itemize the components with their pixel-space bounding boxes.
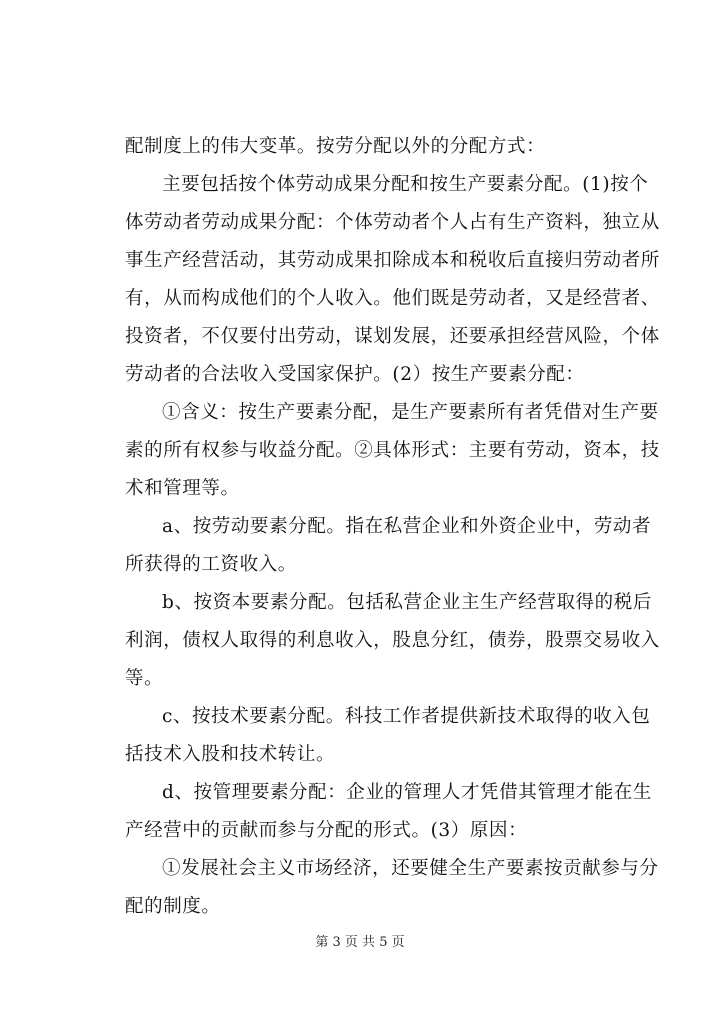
text-line: 所获得的工资收入。 bbox=[125, 554, 297, 575]
paragraph-start-line: ①发展社会主义市场经济，还要健全生产要素按贡献参与分 bbox=[162, 858, 659, 879]
text-line: 配的制度。 bbox=[125, 896, 221, 917]
text-line: 术和管理等。 bbox=[125, 478, 240, 499]
text-line: 括技术入股和技术转让。 bbox=[125, 744, 336, 765]
text-line: 事生产经营活动，其劳动成果扣除成本和税收后直接归劳动者所 bbox=[125, 250, 660, 271]
text-line: 等。 bbox=[125, 668, 164, 689]
text-line: 劳动者的合法收入受国家保护。(2）按生产要素分配： bbox=[125, 364, 585, 385]
paragraph-start-line: b、按资本要素分配。包括私营企业主生产经营取得的税后 bbox=[162, 592, 652, 613]
paragraph-start-line: ①含义：按生产要素分配，是生产要素所有者凭借对生产要 bbox=[162, 402, 659, 423]
paragraph-start-line: c、按技术要素分配。科技工作者提供新技术取得的收入包 bbox=[162, 706, 651, 727]
page-number-footer: 第 3 页 共 5 页 bbox=[315, 935, 405, 950]
paragraph-start-line: 主要包括按个体劳动成果分配和按生产要素分配。(1)按个 bbox=[162, 174, 649, 195]
text-line: 利润，债权人取得的利息收入，股息分红，债券，股票交易收入 bbox=[125, 630, 660, 651]
text-line: 投资者，不仅要付出劳动，谋划发展，还要承担经营风险，个体 bbox=[125, 326, 660, 347]
paragraph-start-line: d、按管理要素分配：企业的管理人才凭借其管理才能在生 bbox=[162, 782, 652, 803]
text-line: 有，从而构成他们的个人收入。他们既是劳动者，又是经营者、 bbox=[125, 288, 660, 309]
text-line: 体劳动者劳动成果分配：个体劳动者个人占有生产资料，独立从 bbox=[125, 212, 660, 233]
text-line: 配制度上的伟大变革。按劳分配以外的分配方式： bbox=[125, 136, 546, 157]
text-line: 素的所有权参与收益分配。②具体形式：主要有劳动，资本，技 bbox=[125, 440, 660, 461]
text-line: 产经营中的贡献而参与分配的形式。(3）原因： bbox=[125, 820, 528, 841]
paragraph-start-line: a、按劳动要素分配。指在私营企业和外资企业中，劳动者 bbox=[162, 516, 652, 537]
